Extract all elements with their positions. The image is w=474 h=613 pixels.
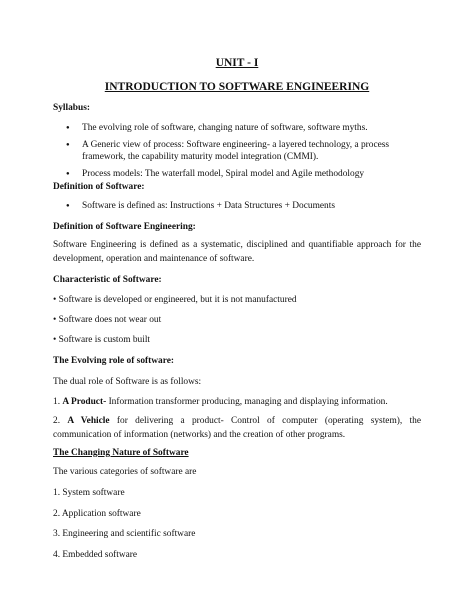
characteristic-item: • Software does not wear out <box>53 315 162 325</box>
role-1-number: 1. <box>53 397 61 407</box>
role-2-bold: A Vehicle <box>67 416 110 426</box>
list-item: ● The evolving role of software, changing nature of software, software myths. <box>53 122 421 134</box>
changing-heading: The Changing Nature of Software <box>53 448 189 458</box>
role-1-text: Information transformer producing, managing and displaying information. <box>106 397 388 407</box>
unit-title: UNIT - I <box>215 57 259 69</box>
category-item: 1. System software <box>53 488 125 498</box>
evolving-heading: The Evolving role of software: <box>53 356 174 366</box>
def-software-list <box>53 200 421 217</box>
characteristic-heading: Characteristic of Software: <box>53 275 162 285</box>
syllabus-heading: Syllabus: <box>53 103 90 113</box>
characteristic-item: • Software is developed or engineered, but it is not manufactured <box>53 295 297 305</box>
dual-role-text: The dual role of Software is as follows: <box>53 377 202 387</box>
list-item: ● Software is defined as: Instructions + Data Structures + Documents <box>53 200 421 212</box>
characteristic-item: • Software is custom built <box>53 335 151 345</box>
role-2-text: for delivering a product- Control of computer (operating system), the communication of information (networks) and the creation of other programs. <box>53 416 421 440</box>
def-se-heading: Definition of Software Engineering: <box>53 222 196 232</box>
category-item: 2. Application software <box>53 509 141 519</box>
syllabus-list <box>53 122 421 185</box>
role-1-bold: A Product- <box>62 397 107 407</box>
category-item: 3. Engineering and scientific software <box>53 529 196 539</box>
role-2-paragraph <box>53 414 421 442</box>
role-2-number: 2. <box>53 416 61 426</box>
list-item: ● A Generic view of process: Software engineering- a layered technology, a process framework, the capability maturity model integration (CMMI). <box>53 139 421 163</box>
categories-intro: The various categories of software are <box>53 467 197 477</box>
main-title: INTRODUCTION TO SOFTWARE ENGINEERING <box>104 81 370 93</box>
role-1-paragraph <box>53 395 421 409</box>
category-item: 4. Embedded software <box>53 550 138 560</box>
list-item: ● Process models: The waterfall model, Spiral model and Agile methodology <box>53 168 421 180</box>
def-software-heading: Definition of Software: <box>53 182 145 192</box>
def-se-paragraph: Software Engineering is defined as a systematic, disciplined and quantifiable approach for the development, operation and maintenance of software. <box>53 240 421 264</box>
